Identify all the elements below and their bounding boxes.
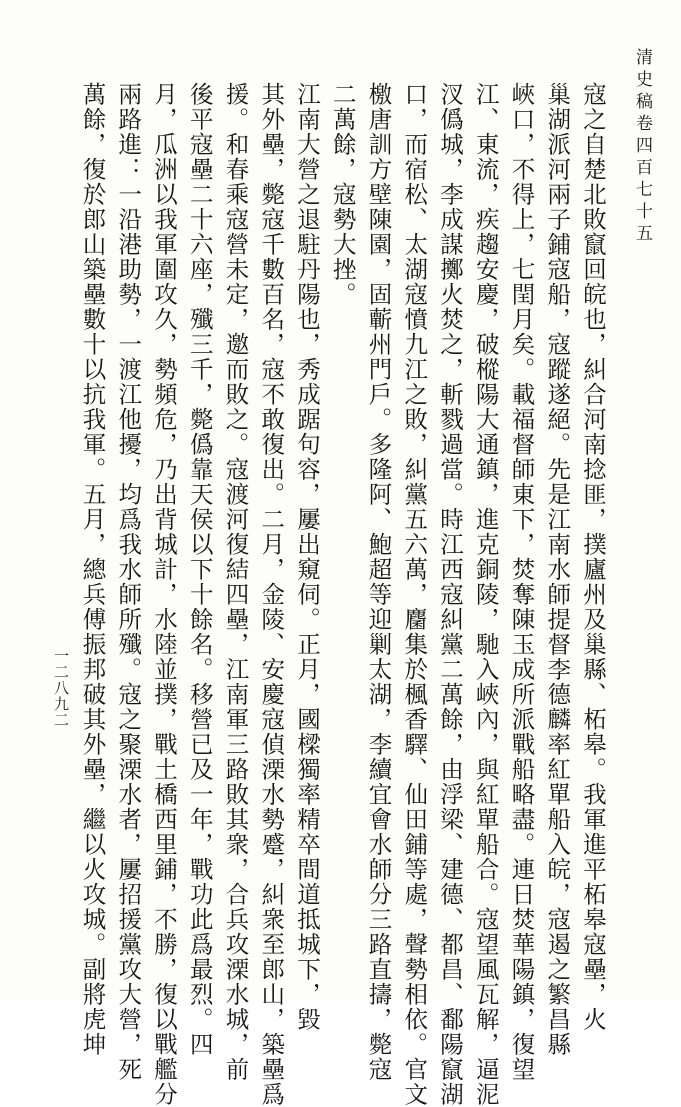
text-column: 口，而宿松、太湖寇憤九江之敗，糾黨五六萬，麕集於楓香驛、仙田鋪等處，聲勢相依。官文 bbox=[400, 82, 429, 1107]
running-header: 清史稿卷四百七十五 bbox=[632, 48, 652, 246]
page-number: 一二八九二 bbox=[52, 648, 70, 728]
text-column: 二萬餘，寇勢大挫。 bbox=[328, 82, 357, 307]
text-column: 檄唐訓方壁陳園，固蘄州門戶。多隆阿、鮑超等迎剿太湖，李續宜會水師分三路直擣，斃寇 bbox=[364, 82, 393, 1082]
text-column: 汊僞城，李成謀擲火焚之，斬戮過當。時江西寇糾黨二萬餘，由浮梁、建德、都昌、鄱陽竄湖 bbox=[436, 82, 464, 1107]
text-column: 萬餘，復於郎山築壘數十以抗我軍。五月，總兵傅振邦破其外壘，繼以火攻城。副將虎坤 bbox=[78, 82, 107, 1057]
text-column: 其外壘，斃寇千數百名，寇不敢復出。二月，金陵、安慶寇偵溧水勢蹙，糾衆至郎山，築壘爲 bbox=[257, 82, 286, 1107]
text-column: 巢湖派河兩子鋪寇船，寇蹤遂絕。先是江南水師提督李德麟率紅單船入皖，寇遏之繁昌縣 bbox=[543, 82, 572, 1057]
body-text bbox=[78, 82, 607, 1107]
text-column: 江南大營之退駐丹陽也，秀成踞句容，屢出窺伺。正月，國樑獨率精卒間道抵城下，毀 bbox=[293, 82, 321, 1032]
text-column: 月，瓜洲以我軍圍攻久，勢頻危，乃出背城計，水陸並撲，戰土橋西里鋪，不勝，復以戰艦分 bbox=[150, 82, 178, 1107]
text-column: 後平寇壘二十六座，殲三千，斃僞靠天侯以下十餘名。移營已及一年，戰功此爲最烈。四 bbox=[185, 82, 214, 1057]
text-column: 峽口，不得上，七閏月矣。載福督師東下，焚奪陳玉成所派戰船略盡。連日焚華陽鎮，復望 bbox=[507, 82, 536, 1082]
text-column: 兩路進：一沿港助勢，一渡江他擾，均爲我水師所殲。寇之聚溧水者，屢招援黨攻大營，死 bbox=[114, 82, 143, 1082]
text-column: 江、東流，疾趨安慶，破樅陽大通鎮，進克銅陵，馳入峽內，與紅單船合。寇望風瓦解，逼泥 bbox=[471, 82, 500, 1107]
text-column: 寇之自楚北敗竄回皖也，糾合河南捻匪，撲廬州及巢縣、柘皋。我軍進平柘皋寇壘，火 bbox=[579, 82, 607, 1032]
text-column: 援。和春乘寇營未定，邀而敗之。寇渡河復結四壘，江南軍三路敗其衆，合兵攻溧水城，前 bbox=[221, 82, 250, 1082]
